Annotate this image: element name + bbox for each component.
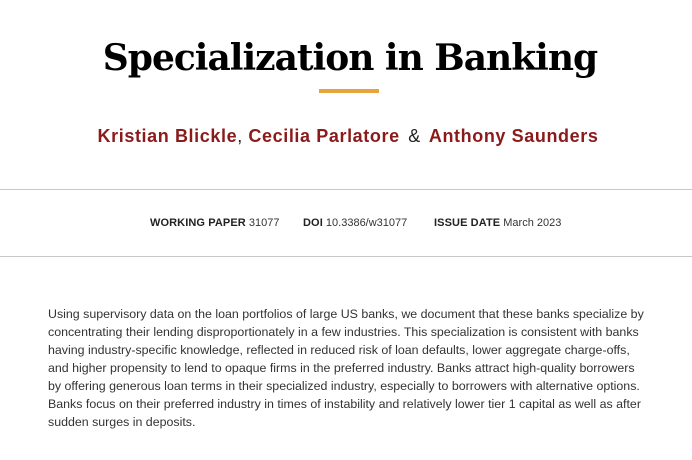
author-link-parlatore[interactable]: Cecilia Parlatore xyxy=(248,126,400,146)
meta-divider-top xyxy=(0,189,692,190)
author-separator-comma: , xyxy=(237,126,243,146)
doi-value: 10.3386/w31077 xyxy=(325,217,408,229)
issue-date-value: March 2023 xyxy=(503,217,562,229)
author-link-saunders[interactable]: Anthony Saunders xyxy=(428,126,599,146)
author-link-blickle[interactable]: Kristian Blickle xyxy=(97,126,238,146)
issue-date-label: ISSUE DATE xyxy=(434,217,501,229)
abstract-text: Using supervisory data on the loan portfolios of large US banks, we document that these banks specialize by concentrating their lending disproportionately in a few industries. This specialization is consistent with banks having industry-specific knowledge, reflected in reduced risk of loan defaults, lower aggregate charge-offs, and higher propensity to lend to opaque firms in the preferred industry. Banks attract high-quality borrowers by offering generous loan terms in their specialized industry, especially to borrowers with alternative options. Banks focus on their preferred industry in times of instability and relatively lower tier 1 capital as well as after sudden surges in deposits. xyxy=(48,307,644,429)
working-paper-label: WORKING PAPER xyxy=(150,217,246,229)
author-separator-ampersand: & xyxy=(408,126,421,146)
doi xyxy=(303,215,407,231)
working-paper-number xyxy=(150,215,279,231)
working-paper-value: 31077 xyxy=(248,217,280,229)
meta-divider-bottom xyxy=(0,256,692,257)
author-list xyxy=(0,124,692,148)
title-accent-rule xyxy=(319,89,379,93)
page-title: Specialization in Banking xyxy=(102,37,598,80)
doi-label: DOI xyxy=(303,217,323,229)
issue-date xyxy=(434,215,561,231)
